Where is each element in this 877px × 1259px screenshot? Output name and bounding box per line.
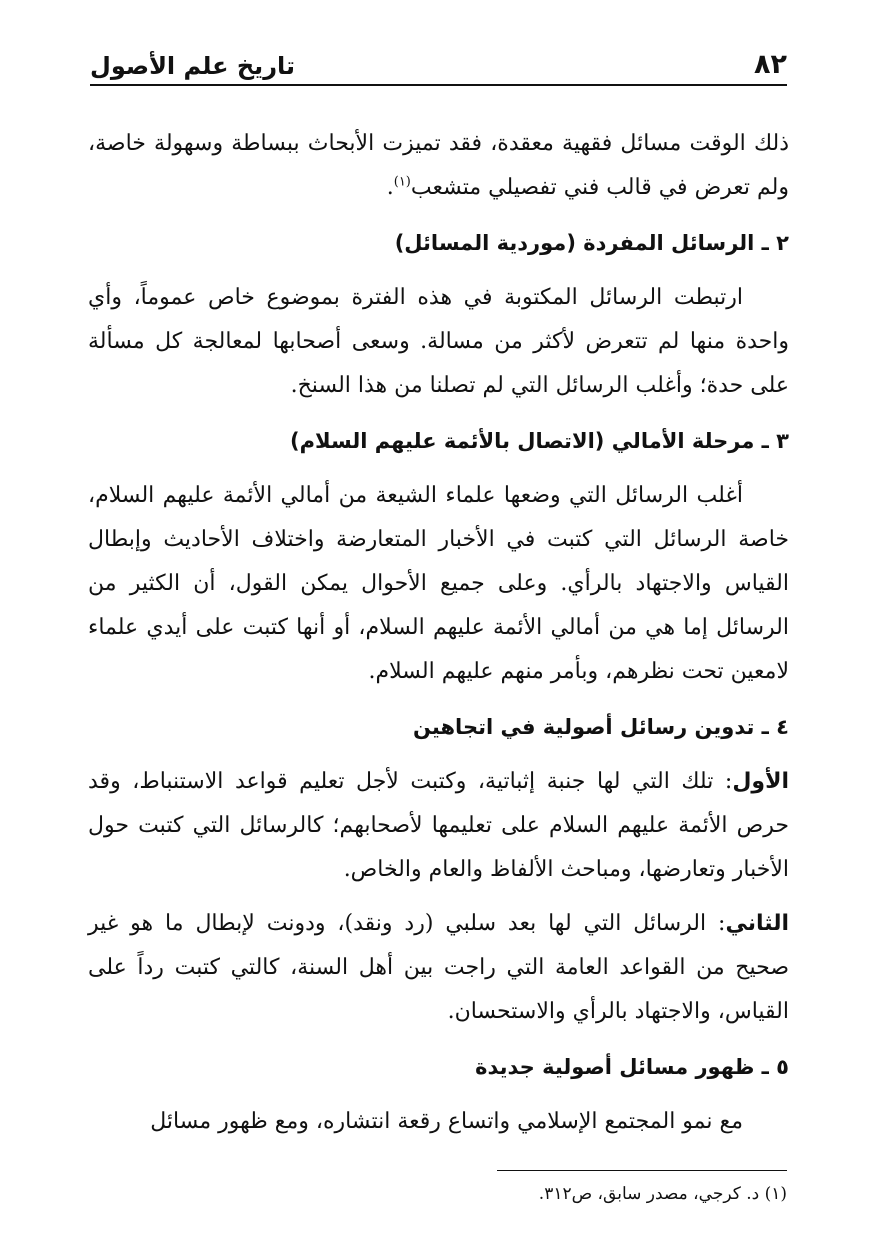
paragraph-6: مع نمو المجتمع الإسلامي واتساع رقعة انتشاره، ومع ظهور مسائل <box>150 1109 743 1134</box>
paragraph-1-end: . <box>386 175 394 200</box>
section-heading-5: ٥ ـ ظهور مسائل أصولية جديدة <box>475 1055 789 1079</box>
section-heading-3: ٣ ـ مرحلة الأمالي (الاتصال بالأئمة عليهم السلام) <box>290 429 789 453</box>
paragraph-5-text: : الرسائل التي لها بعد سلبي (رد ونقد)، ودونت لإبطال ما هو غير صحيح من القواعد العامة التي راجت بين أهل السنة، كالتي كتبت رداً على القياس، والاجتهاد بالرأي والاستحسان. <box>88 911 789 1024</box>
paragraph-2: ارتبطت الرسائل المكتوبة في هذه الفترة بموضوع خاص عموماً، وأي واحدة منها لم تتعرض لأكثر من مسالة. وسعى أصحابها لمعالجة كل مسألة على حدة؛ وأغلب الرسائل التي لم تصلنا من هذا السنخ. <box>88 285 789 398</box>
paragraph-1-text: ذلك الوقت مسائل فقهية معقدة، فقد تميزت الأبحاث ببساطة وسهولة خاصة، ولم تعرض في قالب فني تفصيلي متشعب <box>88 131 789 200</box>
page-number: ٨٢ <box>754 49 787 80</box>
paragraph-1 <box>88 122 789 210</box>
paragraph-4 <box>88 760 789 892</box>
running-header <box>90 30 787 86</box>
paragraph-4-text: : تلك التي لها جنبة إثباتية، وكتبت لأجل تعليم قواعد الاستنباط، وقد حرص الأئمة عليهم السلام على تعليمها لأصحابهم؛ كالرسائل التي كتبت حول الأخبار وتعارضها، ومباحث الألفاظ والعام والخاص. <box>88 769 789 882</box>
paragraph-5-lead: الثاني <box>725 911 789 936</box>
paragraph-4-lead: الأول <box>732 769 789 794</box>
footnote-reference[interactable]: (١) <box>393 174 411 190</box>
footnote: (١) د. كرجي، مصدر سابق، ص٣١٢. <box>538 1184 787 1204</box>
paragraph-5 <box>88 902 789 1034</box>
paragraph-3: أغلب الرسائل التي وضعها علماء الشيعة من أمالي الأئمة عليهم السلام، خاصة الرسائل التي كتبت في الأخبار المتعارضة واختلاف الأحاديث وإبطال القياس والاجتهاد بالرأي. وعلى جميع الأحوال يمكن القول، أن الكثير من الرسائل إما هي من أمالي الأئمة عليهم السلام، أو أنها كتبت على أيدي علماء لامعين تحت نظرهم، وبأمر منهم عليهم السلام. <box>88 483 789 684</box>
footnote-divider <box>497 1170 787 1171</box>
body-text <box>88 122 789 1154</box>
book-title: تاريخ علم الأصول <box>90 52 296 80</box>
section-heading-2: ٢ ـ الرسائل المفردة (موردية المسائل) <box>394 231 789 255</box>
section-heading-4: ٤ ـ تدوين رسائل أصولية في اتجاهين <box>413 715 789 739</box>
